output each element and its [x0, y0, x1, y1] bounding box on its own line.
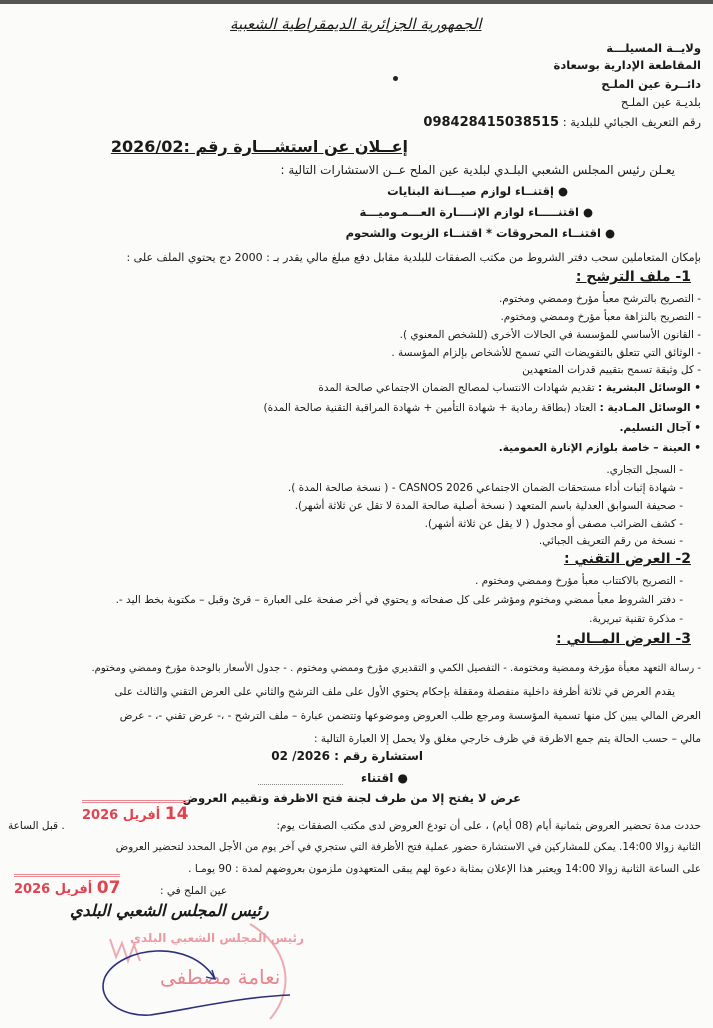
stamp-day: 07	[96, 878, 121, 898]
signature-date-stamp	[14, 874, 120, 898]
signer-title: رئيس المجلس الشعبي البلدي	[70, 901, 269, 920]
stamp-year: 2026	[82, 808, 119, 823]
envelopes-text: العرض المالي يبين كل منها تسمية المؤسسة ومرجع طلب العروض وموضوعها وتتضمن عبارة – ملف الترشح - ،- عرض تقني -، - عرض	[119, 710, 701, 722]
seal-name: نعامة مصطفى	[160, 965, 281, 989]
material-means-text: العتاد (بطاقة رمادية + شهادة التأمين + شهادة المراقبة التقنية صالحة المدة)	[263, 402, 600, 414]
doc-item: - كشف الضرائب مصفى أو مجدول ( لا يقل عن ثلاثة أشهر).	[424, 518, 683, 530]
dotted-line	[258, 784, 343, 785]
stamp-year: 2026	[14, 882, 51, 897]
human-means-label: • الوسائل البشرية :	[598, 382, 701, 394]
human-means-text: تقديم شهادات الانتساب لمصالح الضمان الاجتماعي صالحة المدة	[318, 382, 599, 394]
stamp-month: أفريل	[54, 882, 93, 897]
consultation-item: ● اقتنـــــاء لوازم الإنــــارة العـــمـوميـــة	[359, 205, 593, 219]
envelopes-text: مالي – حسب الحالة يتم جمع الاظرفة في ظرف خارجي مغلق ولا يحمل إلا العبارة التالية :	[313, 733, 701, 745]
commune: بلديـة عين الملـح	[620, 95, 701, 109]
section3-heading: 3- العرض المــالي :	[556, 631, 691, 647]
acquisition-label: ● اقتناء	[360, 771, 408, 785]
deadline-text: الثانية زوالا 14:00. يمكن للمشاركين في الاستشارة حضور عملية فتح الأظرفة التي ستجري في آخر يوم من الأجل المحدد لتحضير العروض	[115, 841, 701, 853]
wilaya: ولايــة المسيلـــة	[606, 41, 701, 55]
signature-icon	[100, 937, 300, 1022]
deadline-text: على الساعة الثانية زوالا 14:00 ويعتبر هذا الإعلان بمثابة دعوة لهم يبقى المتعهدون ملزمون بعروضهم لمدة : 90 يومـا .	[188, 863, 701, 875]
place-date: عين الملح في :	[160, 885, 228, 897]
delivery: • آجال التسليم.	[619, 422, 701, 434]
list-item: - التصريح بالترشح معبأ مؤرخ وممضي ومختوم.	[498, 293, 701, 305]
section1-heading: 1- ملف الترشح :	[575, 269, 691, 285]
tax-id-line	[423, 114, 701, 131]
material-means	[264, 400, 701, 416]
list-item: - التصريح بالاكتتاب معبأ مؤرخ وممضي ومختوم .	[474, 575, 683, 587]
envelopes-text: يقدم العرض في ثلاثة أظرفة داخلية منفصلة ومقفلة بإحكام يحتوي الأول على ملف الترشح والثاني على العرض التقني والثالث على	[114, 686, 675, 698]
seal-title: رئيس المجلس الشعبي البلدي	[130, 931, 304, 945]
stamp-month: أفريل	[122, 808, 161, 823]
deadline-text: حددت مدة تحضير العروض بثمانية أيام (08 أيام) ، على أن تودع العروض لدى مكتب الصفقات يوم:	[276, 820, 701, 832]
stamp-day: 14	[164, 804, 189, 824]
doc-item: - شهادة إثبات أداء مستحقات الضمان الاجتماعي CASNOS 2026 - ( نسخة صالحة المدة ).	[287, 482, 683, 494]
consultation-label: اقتنــاء المحروقات * اقتنــاء الزيوت والشحوم	[345, 226, 601, 240]
material-means-label: • الوسائل المـادية :	[599, 402, 701, 414]
doc-item: - صحيفة السوابق العدلية باسم المتعهد ( نسخة أصلية صالحة المدة لا تقل عن ثلاثة أشهر).	[294, 500, 683, 512]
deadline-text: . قبل الساعة	[8, 820, 65, 832]
list-item: - القانون الأساسي للمؤسسة في الحالات الأخرى (للشخص المعنوي ).	[399, 329, 701, 341]
list-item: - مذكرة تقنية تبريرية.	[589, 613, 683, 625]
scan-edge	[0, 0, 713, 4]
list-item: - دفتر الشروط معبأ ممضي ومختوم ومؤشر على كل صفحاته و يحتوي في أخر صفحة على العبارة – قرئ وقبل – مكتوبة بخط اليد -.	[115, 594, 683, 606]
consultation-item: ● إقتنــاء لوازم صيـــانة البنايات	[387, 184, 568, 198]
sample: • العينة – خاصة بلوازم الإنارة العمومية.	[498, 442, 701, 454]
consultation-number: استشارة رقم : 2026/ 02	[271, 749, 423, 763]
list-item: - الوثائق التي تتعلق بالتفويضات التي تسمح للأشخاص بإلزام المؤسسة .	[391, 347, 701, 359]
doc-item: - السجل التجاري.	[606, 464, 683, 476]
dot-mark	[393, 76, 398, 81]
withdrawal-text: بإمكان المتعاملين سحب دفتر الشروط من مكتب الصفقات للبلدية مقابل دفع مبلغ مالي يقدر بـ : 2000 دج يحتوي الملف على :	[126, 251, 701, 264]
republic-heading: الجمهورية الجزائرية الديمقراطية الشعبية	[230, 15, 482, 33]
consultation-label: اقتنـــــاء لوازم الإنــــارة العـــمـوميـــة	[359, 205, 579, 219]
list-item: - التصريح بالنزاهة معبأ مؤرخ وممضي ومختوم.	[500, 311, 701, 323]
doc-item: - نسخة من رقم التعريف الجبائي.	[538, 535, 683, 547]
intro: يعـلن رئيس المجلس الشعبي البلـدي لبلدية عين الملح عــن الاستشارات التالية :	[280, 163, 675, 177]
daira: دائــرة عين الملـح	[601, 77, 701, 91]
consultation-label: إقتنــاء لوازم صيـــانة البنايات	[387, 184, 554, 198]
announcement-title: إعــلان عن استشـــارة رقم :2026/02	[110, 137, 408, 156]
tax-id-label: رقم التعريف الجبائي للبلدية :	[562, 115, 701, 129]
section2-heading: 2- العرض التقني :	[563, 551, 691, 567]
tax-id: 098428415038515	[423, 115, 560, 130]
deposit-date-stamp	[82, 800, 188, 824]
consultation-item: ● اقتنــاء المحروقات * اقتنــاء الزيوت والشحوم	[345, 226, 615, 240]
human-means	[318, 380, 701, 396]
district: المقاطعة الإدارية بوسعادة	[553, 58, 701, 72]
financial-items: - رسالة التعهد معبأة مؤرخة وممضية ومختومة. - التفصيل الكمي و التقديري مؤرخ وممضي ومختوم . - جدول الأسعار بالوحدة مؤرخ وممضي ومختوم.	[91, 663, 701, 674]
opening-notice: عرض لا يفتح إلا من طرف لجنة فتح الاظرفة وتقييم العروض	[182, 791, 521, 805]
list-item: - كل وثيقة تسمح بتقييم قدرات المتعهدين	[522, 364, 701, 376]
